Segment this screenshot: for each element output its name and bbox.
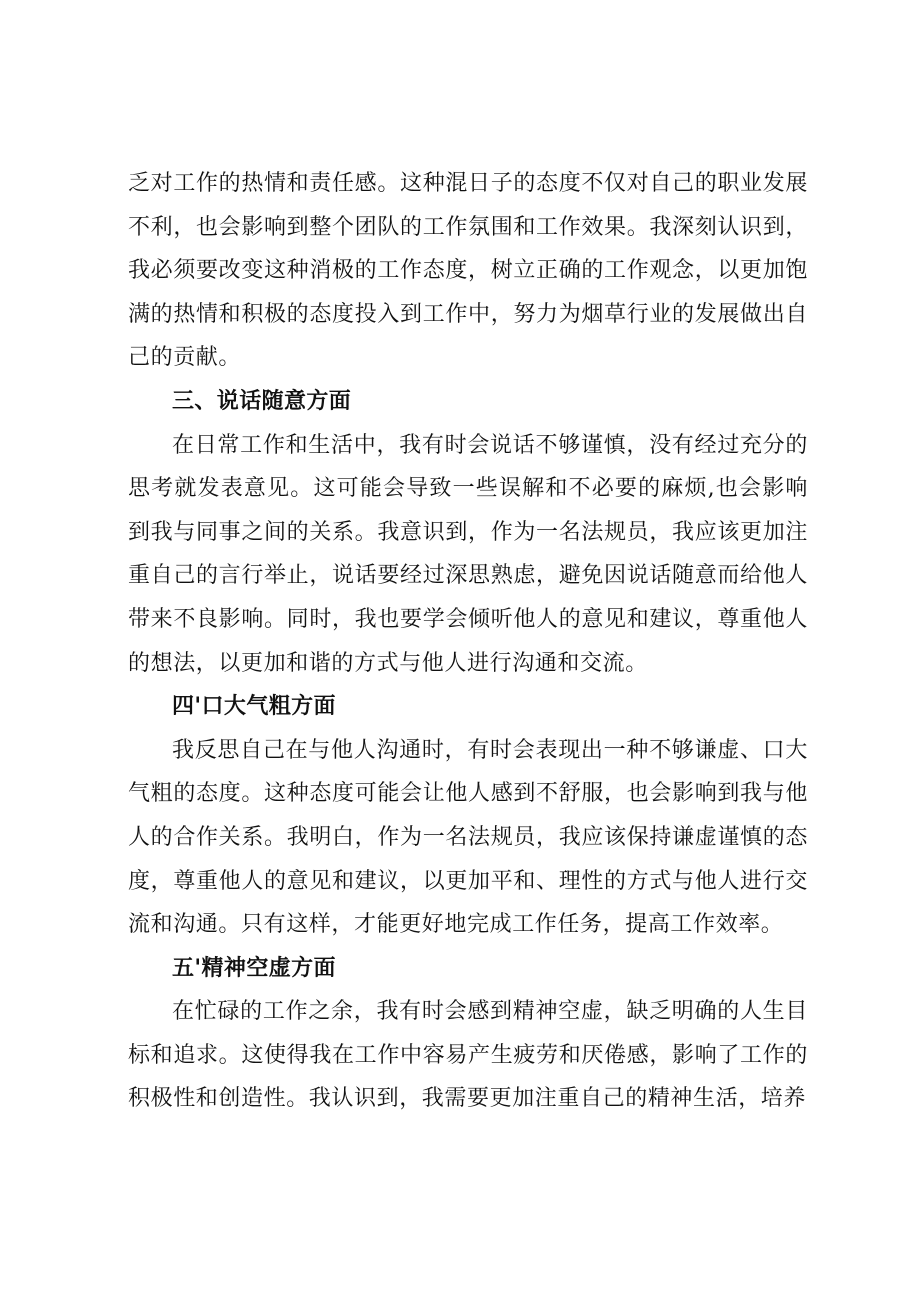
section-heading-spiritual-emptiness: 五'精神空虚方面: [172, 955, 336, 981]
section-body-arrogant-tone: 我反思自己在与他人沟通时，有时会表现出一种不够谦虚、口大气粗的态度。这种态度可能会让他人感到不舒服，也会影响到我与他人的合作关系。我明白，作为一名法规员，我应该保持谦虚谨慎的态度，尊重他人的意见和建议，以更加平和、理性的方式与他人进行交流和沟通。只有这样，才能更好地完成工作任务，提高工作效率。: [128, 737, 808, 938]
section-heading-casual-speech: 三、说话随意方面: [172, 388, 352, 414]
continuation-paragraph: 乏对工作的热情和责任感。这种混日子的态度不仅对自己的职业发展不利，也会影响到整个团队的工作氛围和工作效果。我深刻认识到，我必须要改变这种消极的工作态度，树立正确的工作观念，以更加饱满的热情和积极的态度投入到工作中，努力为烟草行业的发展做出自己的贡献。: [128, 171, 808, 371]
document-body: [128, 162, 808, 1121]
section-body-casual-speech: 在日常工作和生活中，我有时会说话不够谨慎，没有经过充分的思考就发表意见。这可能会导致一些误解和不必要的麻烦,也会影响到我与同事之间的关系。我意识到，作为一名法规员，我应该更加注重自己的言行举止，说话要经过深思熟虑，避免因说话随意而给他人带来不良影响。同时，我也要学会倾听他人的意见和建议，尊重他人的想法，以更加和谐的方式与他人进行沟通和交流。: [128, 432, 808, 676]
section-heading-arrogant-tone: 四'口大气粗方面: [172, 694, 336, 720]
section-body-spiritual-emptiness: 在忙碌的工作之余，我有时会感到精神空虚，缺乏明确的人生目标和追求。这使得我在工作中容易产生疲劳和厌倦感，影响了工作的积极性和创造性。我认识到，我需要更加注重自己的精神生活，培养: [128, 999, 808, 1112]
